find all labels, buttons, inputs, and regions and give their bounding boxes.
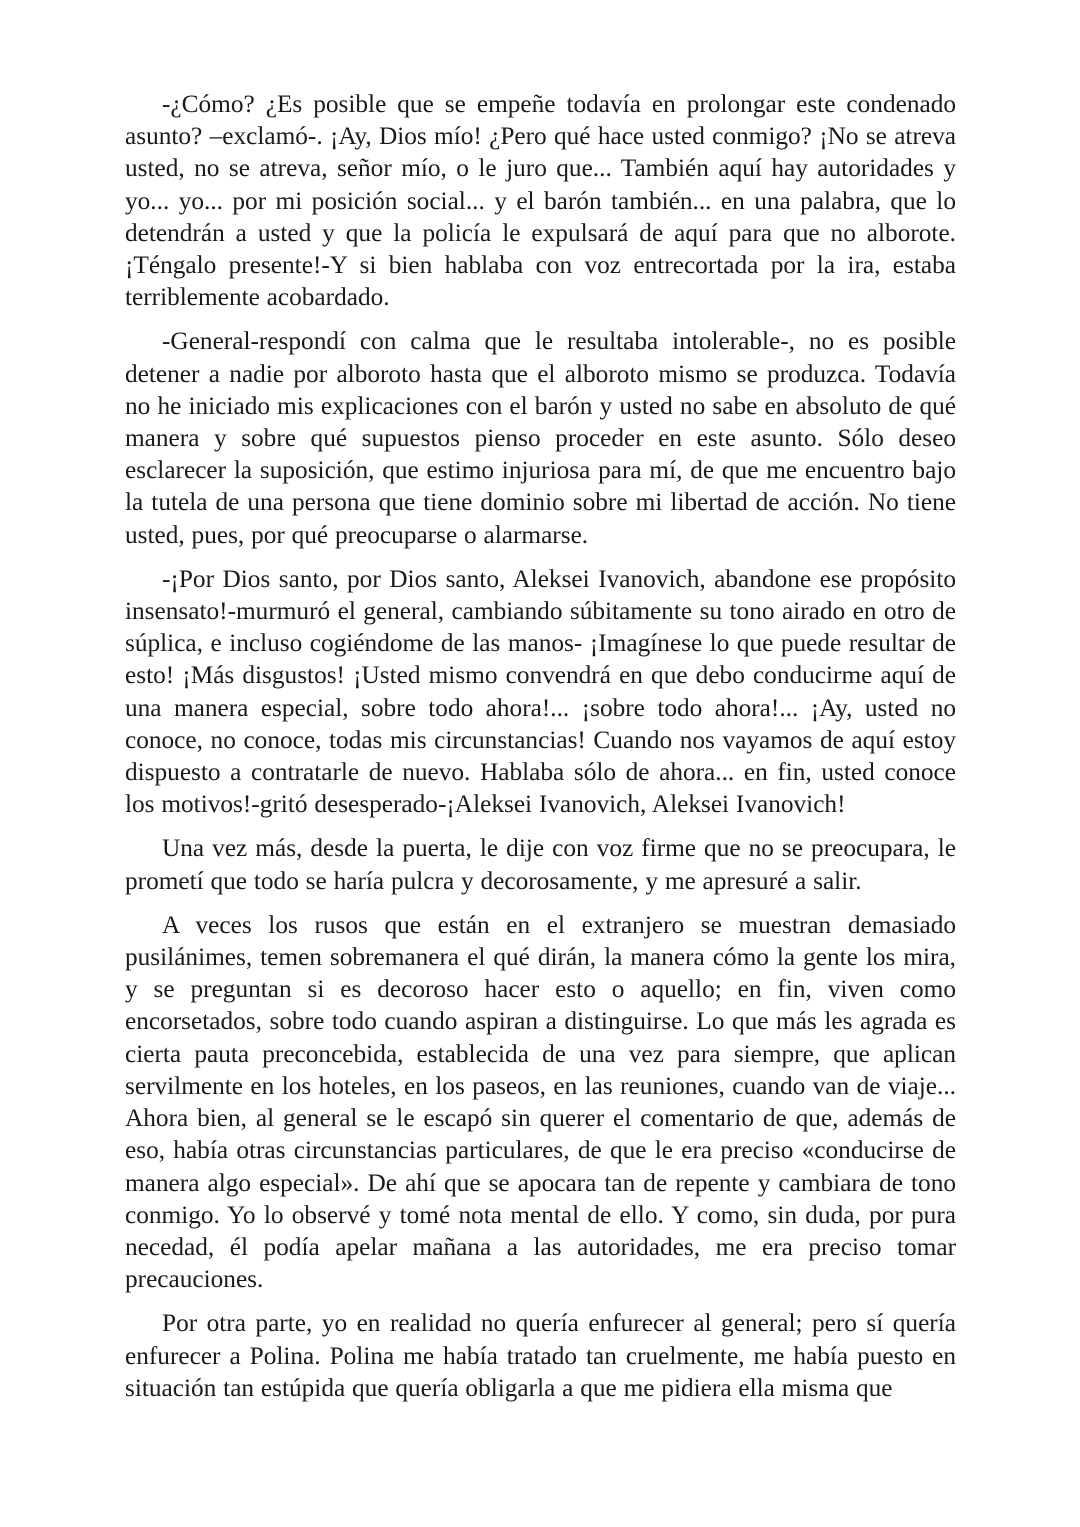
paragraph: -General-respondí con calma que le resultaba intolerable-, no es posible detener a nadie por alboroto hasta que el alboroto mismo se produzca. Todavía no he iniciado mis explicaciones con el barón y usted no sabe en absoluto de qué manera y sobre qué supuestos pienso proceder en este asunto. Sólo deseo esclarecer la suposición, que estimo injuriosa para mí, de que me encuentro bajo la tutela de una persona que tiene dominio sobre mi libertad de acción. No tiene usted, pues, por qué preocuparse o alarmarse. (125, 327, 956, 549)
paragraph: -¡Por Dios santo, por Dios santo, Aleksei Ivanovich, abandone ese propósito insensato!-murmuró el general, cambiando súbitamente su tono airado en otro de súplica, e incluso cogiéndome de las manos- ¡Imagínese lo que puede resultar de esto! ¡Más disgustos! ¡Usted mismo convendrá en que debo conducirme aquí de una manera especial, sobre todo ahora!... ¡sobre todo ahora!... ¡Ay, usted no conoce, no conoce, todas mis circunstancias! Cuando nos vayamos de aquí estoy dispuesto a contratarle de nuevo. Hablaba sólo de ahora... en fin, usted conoce los motivos!-gritó desesperado-¡Aleksei Ivanovich, Aleksei Ivanovich! (125, 564, 956, 819)
paragraph: -¿Cómo? ¿Es posible que se empeñe todavía en prolongar este condenado asunto? –exclamó-. ¡Ay, Dios mío! ¿Pero qué hace usted conmigo? ¡No se atreva usted, no se atreva, señor mío, o le juro que... También aquí hay autoridades y yo... yo... por mi posición social... y el barón también... en una palabra, que lo detendrán a usted y que la policía le expulsará de aquí para que no alborote. ¡Téngalo presente!-Y si bien hablaba con voz entrecortada por la ira, estaba terriblemente acobardado. (125, 90, 956, 312)
paragraph: A veces los rusos que están en el extranjero se muestran demasiado pusilánimes, temen sobremanera el qué dirán, la manera cómo la gente los mira, y se preguntan si es decoroso hacer esto o aquello; en fin, viven como encorsetados, sobre todo cuando aspiran a distinguirse. Lo que más les agrada es cierta pauta preconcebida, establecida de una vez para siempre, que aplican servilmente en los hoteles, en los paseos, en las reuniones, cuando van de viaje... Ahora bien, al general se le escapó sin querer el comentario de que, además de eso, había otras circunstancias particulares, de que le era preciso «conducirse de manera algo especial». De ahí que se apocara tan de repente y cambiara de tono conmigo. Yo lo observé y tomé nota mental de ello. Y como, sin duda, por pura necedad, él podía apelar mañana a las autoridades, me era preciso tomar precauciones. (125, 910, 956, 1294)
paragraph: Una vez más, desde la puerta, le dije con voz firme que no se preocupara, le prometí que todo se haría pulcra y decorosamente, y me apresuré a salir. (125, 834, 956, 895)
paragraph: Por otra parte, yo en realidad no quería enfurecer al general; pero sí quería enfurecer a Polina. Polina me había tratado tan cruelmente, me había puesto en situación tan estúpida que quería obligarla a que me pidiera ella misma que (125, 1309, 956, 1402)
body-text-column (125, 88, 956, 1404)
